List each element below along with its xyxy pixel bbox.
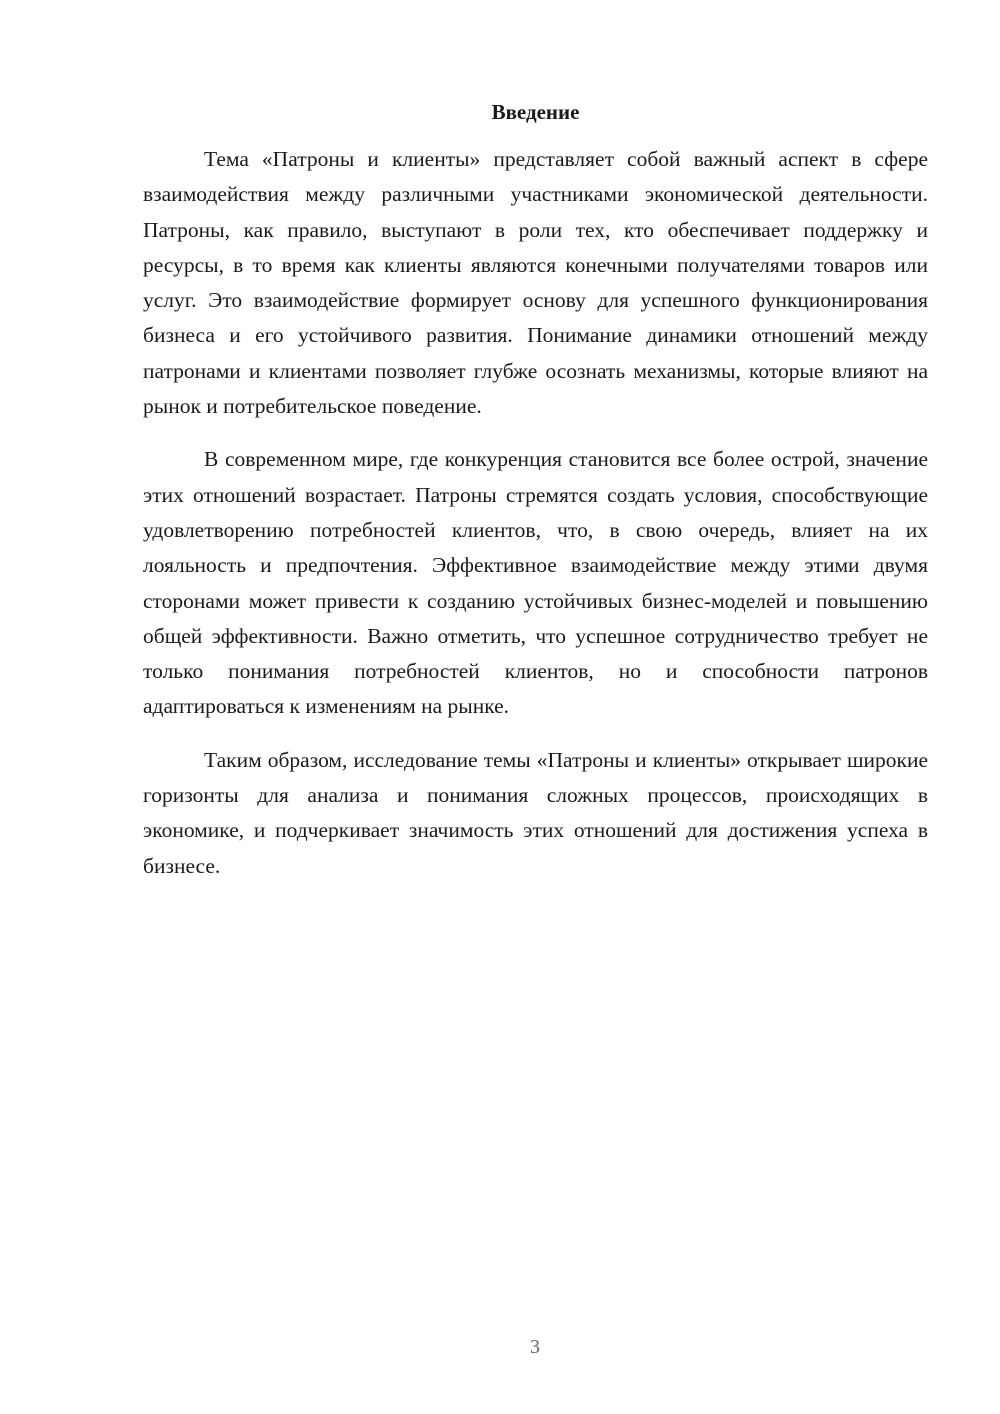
section-heading: Введение bbox=[491, 100, 580, 124]
body-text bbox=[143, 142, 928, 902]
page-number: 3 bbox=[530, 1336, 540, 1358]
paragraph-3: Таким образом, исследование темы «Патроны и клиенты» открывает широкие горизонты для анализа и понимания сложных процессов, происходящих в экономике, и подчеркивает значимость этих отношений для достижения успеха в бизнесе. bbox=[143, 747, 928, 878]
paragraph-1: Тема «Патроны и клиенты» представляет собой важный аспект в сфере взаимодействия между различными участниками экономической деятельности. Патроны, как правило, выступают в роли тех, кто обеспечивает поддержку и ресурсы, в то время как клиенты являются конечными получателями товаров или услуг. Это взаимодействие формирует основу для успешного функционирования бизнеса и его устойчивого развития. Понимание динамики отношений между патронами и клиентами позволяет глубже осознать механизмы, которые влияют на рынок и потребительское поведение. bbox=[143, 147, 928, 419]
paragraph-2: В современном мире, где конкуренция становится все более острой, значение этих отношений возрастает. Патроны стремятся создать условия, способствующие удовлетворению потребностей клиентов, что, в свою очередь, влияет на их лояльность и предпочтения. Эффективное взаимодействие между этими двумя сторонами может привести к созданию устойчивых бизнес-моделей и повышению общей эффективности. Важно отметить, что успешное сотрудничество требует не только понимания потребностей клиентов, но и способности патронов адаптироваться к изменениям на рынке. bbox=[143, 447, 928, 719]
